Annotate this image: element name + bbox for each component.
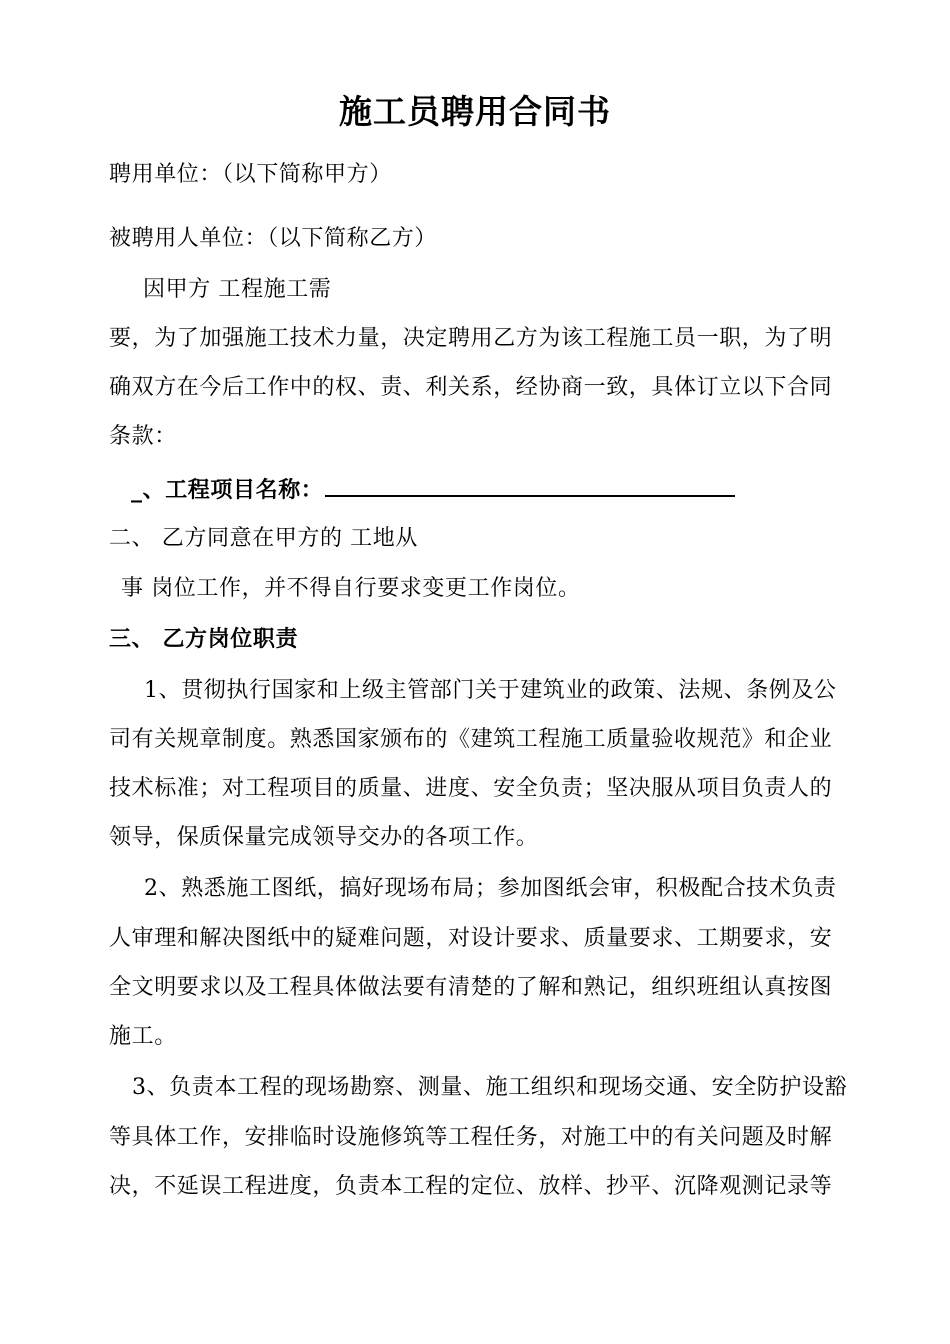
document-title: 施工员聘用合同书 xyxy=(339,92,611,131)
paragraph-line: 3、负责本工程的现场勘察、测量、施工组织和现场交通、安全防护设豁 xyxy=(132,1075,848,1100)
clause-2-line: 二、 乙方同意在甲方的 工地从 xyxy=(109,526,418,551)
paragraph-line: 人审理和解决图纸中的疑难问题，对设计要求、质量要求、工期要求，安 xyxy=(109,926,833,951)
paragraph-line: 条款： xyxy=(109,424,177,449)
paragraph-line: 领导，保质保量完成领导交办的各项工作。 xyxy=(109,825,539,850)
paragraph-line: 1、贯彻执行国家和上级主管部门关于建筑业的政策、法规、条例及公 xyxy=(144,678,837,703)
employee-line: 被聘用人单位：（以下简称乙方） xyxy=(109,226,438,251)
clause-2-line: 事 岗位工作，并不得自行要求变更工作岗位。 xyxy=(121,576,581,601)
paragraph-line: 等具体工作，安排临时设施修筑等工程任务，对施工中的有关问题及时解 xyxy=(109,1125,833,1150)
project-name-blank xyxy=(325,475,735,497)
paragraph-line: 司有关规章制度。熟悉国家颁布的《建筑工程施工质量验收规范》和企业 xyxy=(109,727,833,752)
paragraph-line: 技术标准；对工程项目的质量、进度、安全负责；坚决服从项目负责人的 xyxy=(109,776,833,801)
clause-3-heading: 三、 乙方岗位职责 xyxy=(109,626,299,652)
paragraph-line: 要，为了加强施工技术力量，决定聘用乙方为该工程施工员一职，为了明 xyxy=(109,326,833,351)
paragraph-line: 因甲方 工程施工需 xyxy=(143,277,332,302)
clause-1-heading xyxy=(131,475,735,505)
clause-1-label: _、工程项目名称： xyxy=(131,477,324,503)
paragraph-line: 全文明要求以及工程具体做法要有清楚的了解和熟记，组织班组认真按图 xyxy=(109,975,833,1000)
paragraph-line: 施工。 xyxy=(109,1024,177,1049)
paragraph-line: 2、熟悉施工图纸，搞好现场布局；参加图纸会审，积极配合技术负责 xyxy=(144,876,837,901)
employer-line: 聘用单位：（以下简称甲方） xyxy=(109,162,392,187)
paragraph-line: 确双方在今后工作中的权、责、利关系，经协商一致，具体订立以下合同 xyxy=(109,375,833,400)
paragraph-line: 决，不延误工程进度，负责本工程的定位、放样、抄平、沉降观测记录等 xyxy=(109,1174,833,1199)
